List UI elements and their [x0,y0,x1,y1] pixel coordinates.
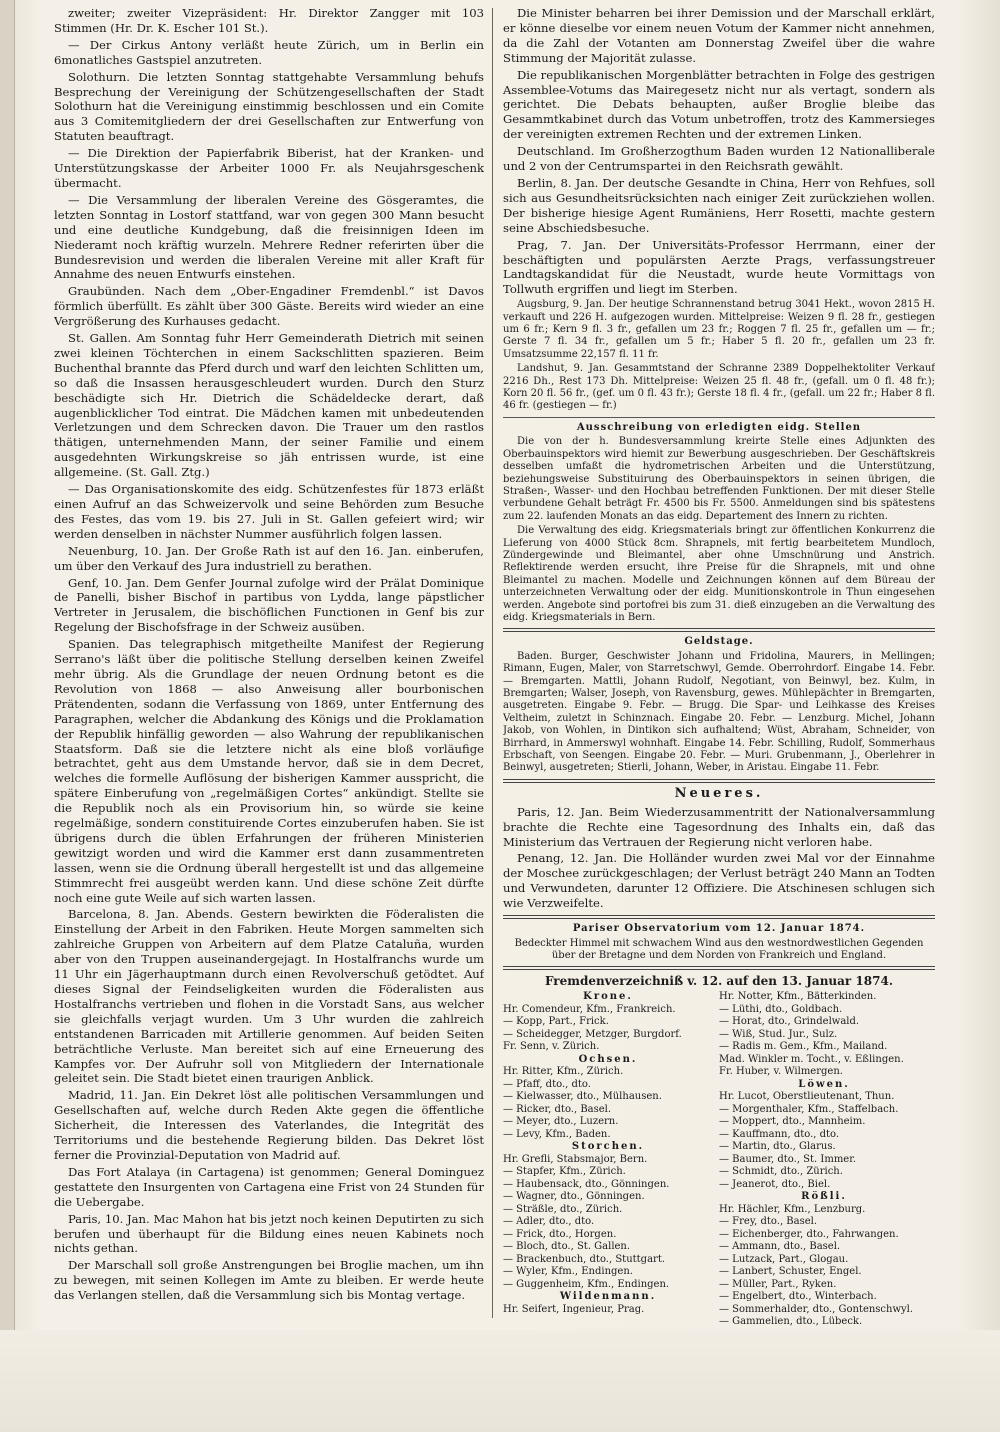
guest-entry: Hr. Grefli, Stabsmajor, Bern. [503,1153,648,1165]
article-paragraph: Das Fort Atalaya (in Cartagena) ist genommen; General Dominguez gestattete den Insurgenten von Cartagena eine Frist von 24 Stunden für die Uebergabe. [54,1164,484,1209]
hotel-heading: Krone. [583,991,633,1003]
page-bottom-margin [0,1330,1000,1432]
guest-entry: — Kielwasser, dto., Mülhausen. [503,1091,662,1103]
guest-entry: — Engelbert, dto., Winterbach. [719,1291,877,1303]
divider [503,779,935,783]
ausschreibung-heading: Ausschreibung von erledigten eidg. Stellen [576,421,862,433]
article-paragraph: Der Marschall soll große Anstrengungen bei Broglie machen, um ihn zu bewegen, mit seinen Kollegen im Amte zu bleiben. Er werde heute das Verlangen stellen, daß die Versammlung sich bis Montag vertage. [54,1258,484,1303]
guest-entry: — Frick, dto., Horgen. [503,1228,617,1240]
previous-page-edge [0,0,15,1432]
guest-entry: — Haubensack, dto., Gönningen. [503,1178,670,1190]
divider [503,966,935,970]
guest-entry: — Wagner, dto., Gönningen. [503,1191,645,1203]
guest-entry: — Horat, dto., Grindelwald. [719,1016,860,1028]
guest-entry: — Lanbert, Schuster, Engel. [719,1266,862,1278]
article-paragraph: Berlin, 8. Jan. Der deutsche Gesandte in China, Herr von Rehfues, soll sich aus Gesundheitsrücksichten nach einiger Zeit zurückziehen wollen. Der bisherige hiesige Agent Rumäniens, Herr Rosetti, machte gestern seine Abschiedsbesuche. [503,175,935,235]
guest-entry: Fr. Huber, v. Wilmergen. [719,1066,843,1078]
guest-entry: Hr. Notter, Kfm., Bätterkinden. [719,991,877,1003]
guest-entry: — Baumer, dto., St. Immer. [719,1153,857,1165]
article-paragraph: Solothurn. Die letzten Sonntag stattgehabte Versammlung behufs Besprechung der Vereinigung der Schützengesellschaften der Stadt Solothurn hat die Vereinigung einstimmig beschlossen und ein Comite aus 3 Comitemitgliedern der drei Gesellschaften zur Entwerfung von Statuten beauftragt. [54,69,484,144]
guest-entry: — Gammelien, dto., Lübeck. [719,1316,863,1328]
guest-entry: — Jeanerot, dto., Biel. [719,1178,831,1190]
guest-entry: — Ricker, dto., Basel. [503,1103,612,1115]
divider [503,628,935,632]
article-paragraph: Neuenburg, 10. Jan. Der Große Rath ist auf den 16. Jan. einberufen, um über den Verkauf des Jura industriell zu berathen. [54,543,484,573]
guest-entry: — Morgenthaler, Kfm., Staffelbach. [719,1103,899,1115]
hotel-heading: Ochsen. [578,1053,638,1065]
column-divider [492,8,493,1318]
article-paragraph: Die Verwaltung des eidg. Kriegsmaterials bringt zur öffentlichen Konkurrenz die Lieferung von 4000 Stück 8cm. Shrapnels, mit fertig bearbeitetem Mundloch, Zündergewinde und Bleimantel, aber ohne Umschnürung und Anstrich. Reflektirende werden ersucht, ihre Preise für die Shrapnels, mit und ohne Bleimantel zu machen. Modelle und Zeichnungen können auf dem Büreau der unterzeichneten Verwaltung oder der eidg. Munitionskontrole in Thun eingesehen werden. Angebote sind portofrei bis zum 31. dieß einzugeben an die Verwaltung des eidg. Kriegsmaterials in Bern. [503,525,935,623]
fremden-list-right [719,991,935,1329]
geldstage-heading: Geldstage. [684,636,754,648]
guest-entry: — Müller, Part., Ryken. [719,1278,837,1290]
article-paragraph: Barcelona, 8. Jan. Abends. Gestern bewirkten die Föderalisten die Einstellung der Arbeit in den Fabriken. Heute Morgen sammelten sich zahlreiche Gruppen von Arbeitern auf dem Platze Cataluña, wurden aber von den Truppen auseinandergejagt. In Hostalfranchs wurde um 11 Uhr ein Jägerhauptmann durch einen Revolverschuß getödtet. Auf dieses Signal der Feindseligkeiten wurden die Föderalisten aus Hostalfranchs vertrieben und flohen in die Vorstadt Sans, aus welcher sie gleichfalls verjagt wurden. Um 3 Uhr wurden die zahlreich entstandenen Barricaden mit Artillerie genommen. Auf beiden Seiten beträchtliche Verluste. Man bereitet sich auf eine Erneuerung des Kampfes vor. Der Aufruhr soll von Mitgliedern der Internationale geleitet sein. Die Stadt bietet einen traurigen Anblick. [54,907,484,1086]
article-paragraph: St. Gallen. Am Sonntag fuhr Herr Gemeinderath Dietrich mit seinen zwei kleinen Töchterchen in einem Sackschlitten spazieren. Beim Buchenthal brannte das Pferd durch und warf den leichten Schlitten um, so daß die Insassen herausgeschleudert wurden. Durch den Sturz beschädigte sich Hr. Dietrich die Schädeldecke derart, daß augenblicklicher Tod eintrat. Die Mädchen kamen mit unbedeutenden Verletzungen und dem Schrecken davon. Die Trauer um den rastlos thätigen, unternehmenden Mann, der seiner Familie und einem ausgedehnten Wirkungskreise so jäh entrissen wurde, ist eine allgemeine. (St. Gall. Ztg.) [54,331,484,480]
guest-entry: — Scheidegger, Metzger, Burgdorf. [503,1028,682,1040]
article-paragraph: Genf, 10. Jan. Dem Genfer Journal zufolge wird der Prälat Dominique de Panelli, bisher Bischof in partibus von Lydda, lange päpstlicher Vertreter in Jerusalem, die bischöflichen Functionen in Genf bis zur Regelung der Bischofsfrage in der Schweiz ausüben. [54,575,484,635]
guest-entry: Mad. Winkler m. Tocht., v. Eßlingen. [719,1053,904,1065]
guest-entry: — Brackenbuch, dto., Stuttgart. [503,1253,666,1265]
guest-entry: — Wyler, Kfm., Endingen. [503,1266,633,1278]
hotel-heading: Storchen. [571,1141,645,1153]
ausschreibung-text [503,436,935,624]
hotel-heading: Rößli. [801,1191,847,1203]
guest-entry: — Eichenberger, dto., Fahrwangen. [719,1228,899,1240]
article-paragraph: Landshut, 9. Jan. Gesammtstand der Schranne 2389 Doppelhektoliter Verkauf 2216 Dh., Rest 173 Dh. Mittelpreise: Weizen 25 fl. 48 fr., (gefall. um 0 fl. 48 fr.); Korn 20 fl. 56 fr., (gef. um 0 fl. 43 fr.); Gerste 18 fl. 4 fr., (gefall. um 22 fr.; Haber 8 fl. 46 fr. (gestiegen — fr.) [503,363,935,412]
neueres-heading: Neueres. [674,785,764,801]
guest-entry: Fr. Senn, v. Zürich. [503,1041,600,1053]
guest-entry: — Schmidt, dto., Zürich. [719,1166,843,1178]
guest-entry: Hr. Ritter, Kfm., Zürich. [503,1066,624,1078]
guest-entry: — Moppert, dto., Mannheim. [719,1116,866,1128]
guest-entry: — Wiß, Stud. Jur., Sulz. [719,1028,838,1040]
guest-entry: — Kopp, Part., Frick. [503,1016,609,1028]
guest-entry: — Lutzack, Part., Glogau. [719,1253,849,1265]
guest-entry: — Martin, dto., Glarus. [719,1141,836,1153]
article-paragraph: Spanien. Das telegraphisch mitgetheilte Manifest der Regierung Serrano's läßt über die politische Stellung derselben keinen Zweifel mehr übrig. Als die Grundlage der neuen Ordnung betont es die Revolution von 1868 — also Anweisung aller bourbonischen Prätendenten, sodann die Verfassung von 1869, unter Entfernung des Paragraphen, welcher die Abdankung des Königs und die Proklamation der Republik hinfällig geworden — also Wahrung der republikanischen Staatsform. Daß sie die letztere nicht als eine bloß vorläufige betrachtet, geht aus dem Umstande hervor, daß sie in dem Decret, welches die formelle Auflösung der bisherigen Kammer ausspricht, die spätere Einberufung von „regelmäßigen Cortes“ ankündigt. Stellte sie die Republik noch als ein Provisorium hin, so würde sie keine regelmäßige, sondern constituirende Cortes einzuberufen haben. Sie ist übrigens durch die üblen Erfahrungen der früheren Ministerien gewitzigt worden und wird die Kammer erst dann zusammentreten lassen, wenn sie die Ordnung überall hergestellt ist und das allgemeine Stimmrecht frei ausgeübt werden kann. Und diese schöne Zeit dürfte noch eine gute Weile auf sich warten lassen. [54,637,484,905]
article-paragraph: Die Minister beharren bei ihrer Demission und der Marschall erklärt, er könne dieselbe vor einem neuen Votum der Kammer nicht annehmen, da die Zahl der Votanten am Donnerstag Zweifel über die wahre Stimmung der Majorität zulasse. [503,6,935,65]
guest-entry: — Sommerhalder, dto., Gontenschwyl. [719,1303,914,1315]
article-paragraph: Penang, 12. Jan. Die Holländer wurden zwei Mal vor der Einnahme der Moschee zurückgeschlagen; der Verlust beträgt 240 Mann an Todten und Verwundeten, darunter 12 Offiziere. Die Atschinesen schlugen sich wie Verzweifelte. [503,851,935,911]
geldstage-text: Baden. Burger, Geschwister Johann und Fridolina, Maurers, in Mellingen; Rimann, Eugen, Maler, von Starretschwyl, Gemde. Oberrohrdorf. Eingabe 14. Febr. — Bremgarten. Mattli, Johann Rudolf, Negotiant, von Beinwyl, bez. Kulm, in Bremgarten; Walser, Joseph, von Ravensburg, gewes. Mühlepächter in Bremgarten, ausgetreten. Eingabe 9. Febr. — Brugg. Die Spar- und Leihkasse des Kreises Veltheim, zuletzt in Schinznach. Eingabe 20. Febr. — Lenzburg. Michel, Johann Jakob, von Wohlen, in Dintikon sich aufhaltend; Wüst, Abraham, Schneider, von Birrhard, in Ammerswyl wohnhaft. Eingabe 14. Febr. Schilling, Rudolf, Sommerhaus Erbschaft, von Seengen. Eingabe 20. Febr. — Muri. Grubenmann, J., Oberlehrer in Beinwyl, ausgetreten; Stierli, Johann, Weber, in Aristau. Eingabe 11. Febr. [503,650,935,774]
article-paragraph: Augsburg, 9. Jan. Der heutige Schrannenstand betrug 3041 Hekt., wovon 2815 H. verkauft und 226 H. aufgezogen wurden. Mittelpreise: Weizen 9 fl. 28 fr., gestiegen um 6 fr.; Kern 9 fl. 3 fr., gefallen um 23 fr.; Roggen 7 fl. 25 fr., gefallen um — fr.; Gerste 7 fl. 34 fr., gefallen um 5 fr.; Haber 5 fl. 20 fr., gefallen um 23 fr. Umsatzsumme 22,157 fl. 11 fr. [503,299,935,360]
fremden-list [503,991,935,1329]
article-paragraph: — Die Direktion der Papierfabrik Biberist, hat der Kranken- und Unterstützungskasse der Arbeiter 1000 Fr. als Neujahrsgeschenk übermacht. [54,146,484,190]
article-paragraph: Paris, 10. Jan. Mac Mahon hat bis jetzt noch keinen Deputirten zu sich berufen und überhaupt für die Bildung eines neuen Kabinets noch nichts gethan. [54,1211,484,1256]
guest-entry: — Ammann, dto., Basel. [719,1241,841,1253]
guest-entry: — Pfaff, dto., dto. [503,1078,591,1090]
guest-entry: — Meyer, dto., Luzern. [503,1116,619,1128]
guest-entry: — Guggenheim, Kfm., Endingen. [503,1278,670,1290]
article-paragraph: Graubünden. Nach dem „Ober-Engadiner Fremdenbl.“ ist Davos förmlich überfüllt. Es zählt über 300 Gäste. Bereits wird wieder an eine Vergrößerung des Kurhauses gedacht. [54,284,484,329]
divider [503,417,935,418]
guest-entry: Hr. Seifert, Ingenieur, Prag. [503,1303,645,1315]
article-paragraph: Paris, 12. Jan. Beim Wiederzusammentritt der Nationalversammlung brachte die Rechte eine Tagesordnung des Inhalts ein, daß das Ministerium das Vertrauen der Regierung nicht verloren habe. [503,804,935,849]
guest-entry: — Bloch, dto., St. Gallen. [503,1241,631,1253]
article-paragraph: Prag, 7. Jan. Der Universitäts-Professor Herrmann, einer der beschäftigten und populärsten Aerzte Prags, verfassungstreuer Landtagskandidat für die Neustadt, wurde heute Vormittags von Tollwuth ergriffen und liegt im Sterben. [503,237,935,297]
article-paragraph: Deutschland. Im Großherzogthum Baden wurden 12 Nationalliberale und 2 von der Centrumspartei in den Reichsrath gewählt. [503,144,935,174]
article-paragraph: Madrid, 11. Jan. Ein Dekret löst alle politischen Versammlungen und Gesellschaften auf, welche durch Reden Akte gegen die öffentliche Sicherheit, die Interessen des Vaterlandes, die Integrität des Territoriums und die bestehende Regierung bilden. Das Dekret löst ferner die Provinzial-Deputation von Madrid auf. [54,1088,484,1162]
neueres-text [503,805,935,911]
hotel-heading: Wildenmann. [559,1291,657,1303]
guest-entry: Hr. Lucot, Oberstlieutenant, Thun. [719,1091,895,1103]
guest-entry: — Levy, Kfm., Baden. [503,1128,611,1140]
divider [503,915,935,919]
guest-entry: Hr. Comendeur, Kfm., Frankreich. [503,1003,676,1015]
guest-entry: — Lüthi, dto., Goldbach. [719,1003,843,1015]
fremden-list-left [503,991,719,1329]
left-column [54,6,484,1305]
guest-entry: — Stapfer, Kfm., Zürich. [503,1166,626,1178]
market-reports [503,299,935,413]
guest-entry: — Frey, dto., Basel. [719,1216,818,1228]
hotel-heading: Löwen. [798,1078,850,1090]
guest-entry: — Kauffmann, dto., dto. [719,1128,840,1140]
observatorium-heading: Pariser Observatorium vom 12. Januar 1874. [572,923,866,935]
guest-entry: — Sträßle, dto., Zürich. [503,1203,623,1215]
article-paragraph: — Die Versammlung der liberalen Vereine des Gösgeramtes, die letzten Sonntag in Lostorf stattfand, war von gegen 300 Mann besucht und eine deutliche Kundgebung, daß die freisinnigen Ideen im Niederamt noch kräftig wurzeln. Mehrere Redner referirten über die Bundesrevision und werden die liberalen Vereine mit aller Kraft für Annahme des neuen Entwurfs einstehen. [54,192,484,282]
article-paragraph: Die republikanischen Morgenblätter betrachten in Folge des gestrigen Assemblee-Votums das Mairegesetz nicht nur als vertagt, sondern als gerichtet. Die Debats behaupten, außer Broglie bleibe das Gesammtkabinet durch das Votum unbetroffen, trotz des Kammersieges der vereinigten extremen Rechten und der extremen Linken. [503,67,935,142]
observatorium-text: Bedeckter Himmel mit schwachem Wind aus den westnordwestlichen Gegenden über der Bretagne und dem Norden von Frankreich und England. [514,937,924,961]
guest-entry: — Adler, dto., dto. [503,1216,595,1228]
right-column [503,6,935,1329]
guest-entry: Hr. Hächler, Kfm., Lenzburg. [719,1203,866,1215]
article-paragraph: — Das Organisationskomite des eidg. Schützenfestes für 1873 erläßt einen Aufruf an das Schweizervolk und seine Behörden zum Besuche des Festes, das vom 19. bis 27. Juli in St. Gallen gefeiert wird; wir werden denselben in nächster Nummer ausführlich folgen lassen. [54,482,484,541]
guest-entry: — Radis m. Gem., Kfm., Mailand. [719,1041,888,1053]
right-news-block [503,6,935,297]
fremden-heading: Fremdenverzeichniß v. 12. auf den 13. Januar 1874. [544,974,893,989]
article-paragraph: Die von der h. Bundesversammlung kreirte Stelle eines Adjunkten des Oberbauinspektors wird hiemit zur Bewerbung ausgeschrieben. Der Geschäftskreis desselben umfaßt die hydrometrischen Arbeiten und die Unterstützung, beziehungsweise Substituirung des Oberbauinspektors in seinen übrigen, die Straßen-, Wasser- und den Hochbau betreffenden Funktionen. Der mit dieser Stelle verbundene Gehalt beträgt Fr. 4500 bis Fr. 5500. Anmeldungen sind bis spätestens zum 22. laufenden Monats an das eidg. Departement des Innern zu richten. [503,436,935,522]
article-paragraph: zweiter; zweiter Vizepräsident: Hr. Direktor Zangger mit 103 Stimmen (Hr. Dr. K. Escher 101 St.). [54,6,484,35]
article-paragraph: — Der Cirkus Antony verläßt heute Zürich, um in Berlin ein 6monatliches Gastspiel anzutreten. [54,37,484,67]
